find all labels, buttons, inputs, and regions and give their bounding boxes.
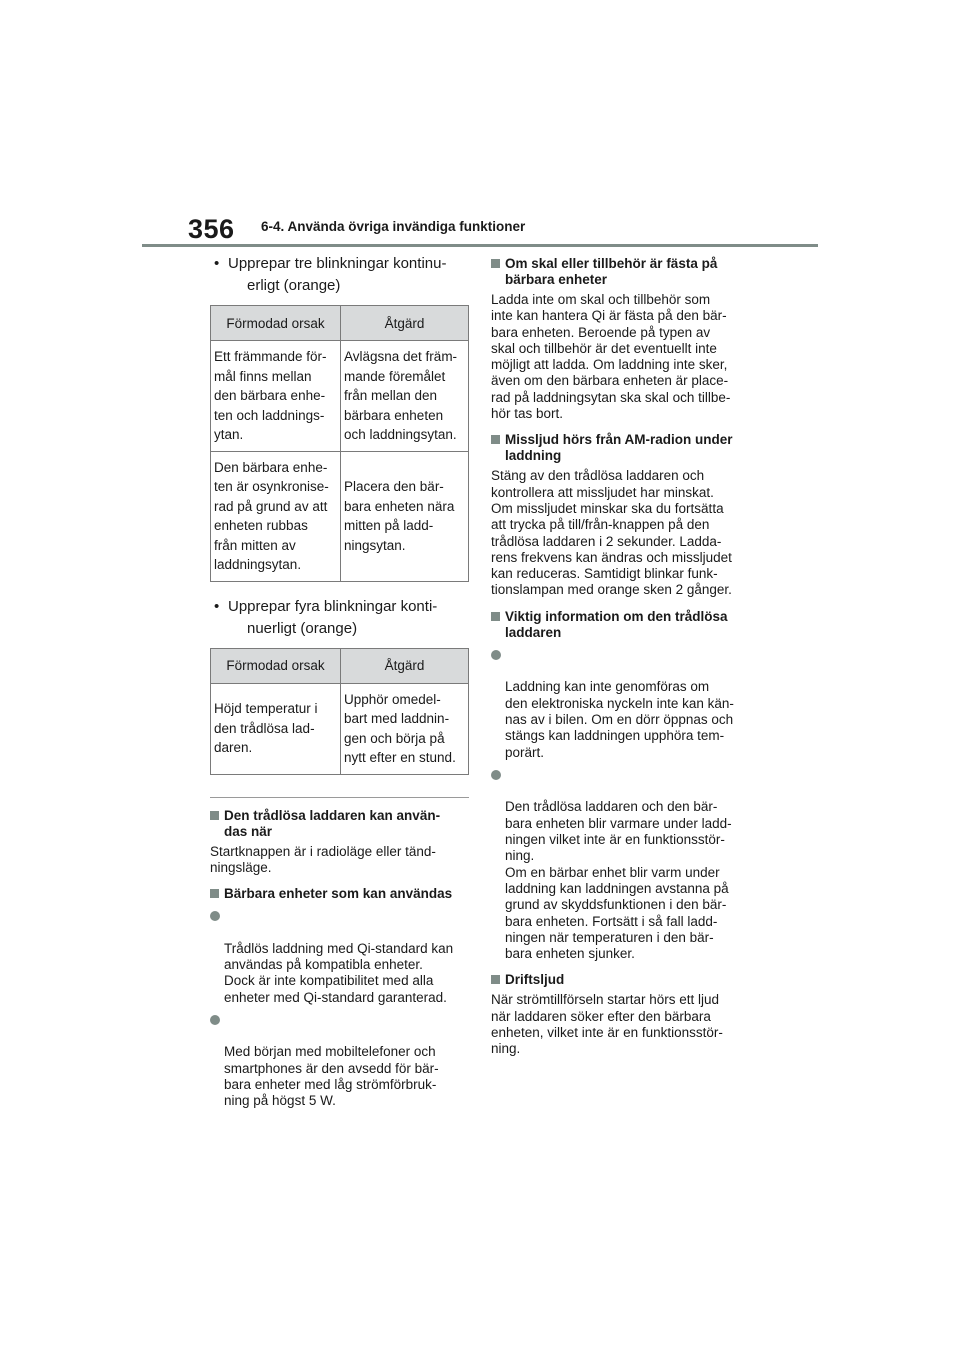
subheading	[491, 972, 761, 988]
subheading-text: Om skal eller tillbehör är fästa på bärbara enheter	[505, 256, 718, 287]
circle-bullet-icon	[491, 650, 501, 660]
paragraph: Ladda inte om skal och tillbehör som inte kan hantera Qi är fästa på den bär- bara enheten. Beroende på typen av skal och tillbehör är det eventuellt inte möjligt att ladda. Om laddning inte sker, även om den bärbara enheten är place- rad på laddningsytan ska skal och tillbe- hör tas bort.	[491, 292, 731, 422]
bullet-item	[210, 596, 470, 640]
cause-table-2	[210, 648, 469, 775]
bullet-item	[210, 253, 470, 297]
subheading-text: Driftsljud	[505, 972, 565, 988]
list-item	[210, 1012, 470, 1110]
section-title: 6-4. Använda övriga invändiga funktioner	[261, 219, 526, 234]
square-bullet-icon	[491, 612, 500, 621]
subheading	[491, 609, 761, 641]
square-bullet-icon	[491, 435, 500, 444]
header-rule	[142, 244, 818, 247]
circle-bullet-icon	[210, 911, 220, 921]
square-bullet-icon	[210, 811, 219, 820]
circle-bullet-icon	[491, 770, 501, 780]
table-cell-action: Placera den bär- bara enheten nära mitten på ladd- ningsytan.	[341, 451, 469, 581]
table-header-cause: Förmodad orsak	[211, 648, 341, 683]
table-header-action: Åtgärd	[341, 648, 469, 683]
table-cell-action: Avlägsna det främ- mande föremålet från mellan den bärbara enheten och laddningsytan.	[341, 341, 469, 452]
bullet-text-line2: nuerligt (orange)	[247, 619, 358, 637]
square-bullet-icon	[491, 259, 500, 268]
subheading-text: Missljud hörs från AM-radion under laddning	[505, 432, 733, 464]
subheading-text: Bärbara enheter som kan användas	[224, 886, 453, 902]
bullet-text-line1: Upprepar fyra blinkningar konti-	[228, 597, 438, 615]
page-number: 356	[188, 214, 235, 244]
table-cell-action: Upphör omedel- bart med laddnin- gen och börja på nytt efter en stund.	[341, 683, 469, 774]
list-item	[491, 767, 761, 963]
list-item	[210, 908, 470, 1006]
subheading-text: Viktig information om den trådlösa laddaren	[505, 608, 728, 640]
subheading	[210, 808, 470, 840]
bullet-dot: •	[214, 597, 220, 615]
list-item-text: Trådlös laddning med Qi-standard kan användas på kompatibla enheter. Dock är inte kompatibilitet med alla enheter med Qi-standard garanterad.	[224, 940, 454, 1005]
left-column	[210, 253, 470, 1114]
square-bullet-icon	[210, 889, 219, 898]
subheading	[491, 432, 761, 464]
table-row	[211, 341, 469, 452]
paragraph: Stäng av den trådlösa laddaren och kontrollera att missljudet har minskat. Om missljudet minskar ska du fortsätta att trycka på till/från-knappen på den trådlösa laddaren i 2 sekunder. Ladda- rens frekvens kan ändras och missljudet kan reduceras. Samtidigt blinkar funk- tionslampan med orange sken 2 gånger.	[491, 468, 732, 598]
square-bullet-icon	[491, 975, 500, 984]
table-header-action: Åtgärd	[341, 306, 469, 341]
circle-bullet-icon	[210, 1015, 220, 1025]
section-divider	[210, 797, 469, 798]
subheading	[491, 256, 761, 288]
bullet-dot: •	[214, 255, 220, 272]
subheading-text: Den trådlösa laddaren kan använ- das när	[224, 807, 441, 839]
list-item-text: Den trådlösa laddaren och den bär- bara enheten blir varmare under ladd- ningen vilket inte är en funktionsstör- ning. Om en bärbar enhet blir varm under laddning kan laddningen avstanna på grund av skyddsfunktionen i den bär- bara enheten. Fortsätt i så fall ladd- ningen när temperaturen i den bär- bara enheten sjunker.	[505, 799, 732, 962]
cause-table-1	[210, 305, 469, 582]
list-item	[491, 647, 761, 761]
paragraph: Startknappen är i radioläge eller tänd- ningsläge.	[210, 843, 436, 875]
bullet-text-line1: Upprepar tre blinkningar kontinu-	[228, 255, 447, 272]
table-cell-cause: Ett främmande för- mål finns mellan den bärbara enhe- ten och laddnings- ytan.	[211, 341, 341, 452]
list-item-text: Med början med mobiltelefoner och smartphones är den avsedd för bär- bara enheter med låg strömförbruk- ning på högst 5 W.	[224, 1044, 439, 1109]
table-row	[211, 451, 469, 581]
bullet-text-line2: erligt (orange)	[247, 277, 341, 294]
right-column	[491, 253, 761, 1062]
table-cell-cause: Den bärbara enhe- ten är osynkronise- rad på grund av att enheten rubbas från mitten av laddningsytan.	[211, 451, 341, 581]
table-row	[211, 683, 469, 774]
list-item-text: Laddning kan inte genomföras om den elektroniska nyckeln inte kan kän- nas av i bilen. Om en dörr öppnas och stängs kan laddningen upphöra tem- porärt.	[505, 679, 734, 760]
table-header-cause: Förmodad orsak	[211, 306, 341, 341]
subheading	[210, 886, 470, 902]
table-cell-cause: Höjd temperatur i den trådlösa lad- daren.	[211, 683, 341, 774]
paragraph: När strömtillförseln startar hörs ett ljud när laddaren söker efter den bärbara enheten, vilket inte är en funktionsstör- ning.	[491, 992, 723, 1057]
